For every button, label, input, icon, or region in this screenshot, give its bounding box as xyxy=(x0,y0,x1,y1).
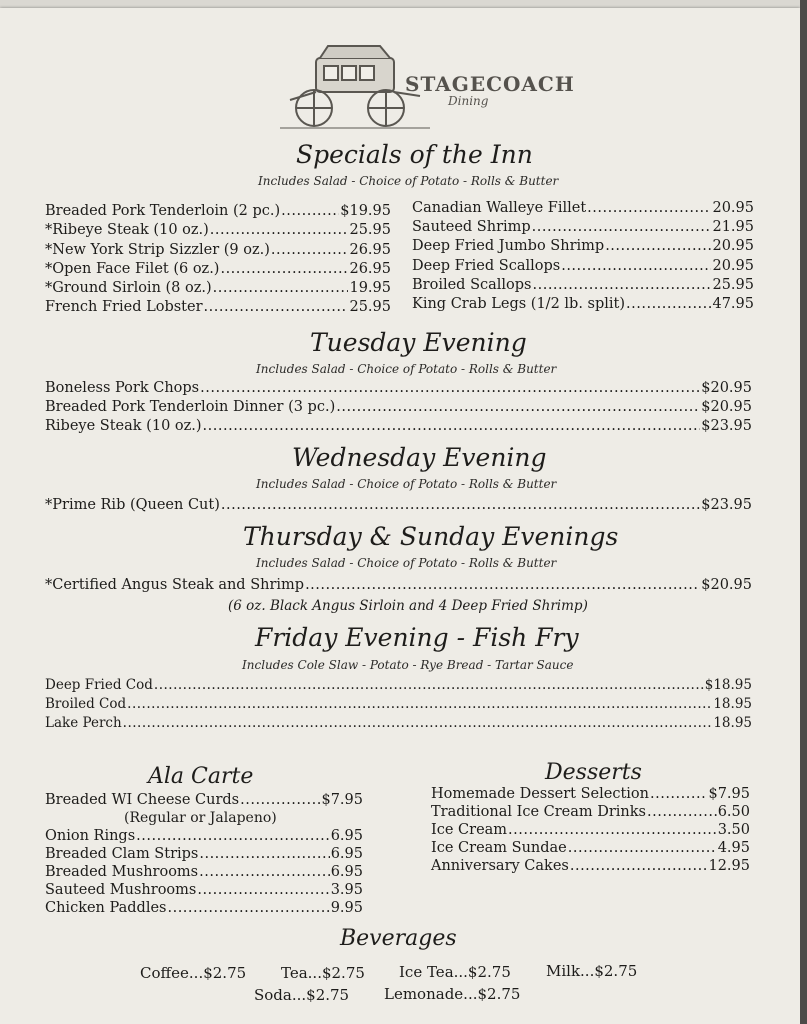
friday-row: Broiled Cod ..... 18.95 xyxy=(45,696,752,716)
specials-right-row: King Crab Legs (1/2 lb. split) ..... 47.95 xyxy=(412,296,754,316)
beverage-item: Coffee...$2.75 xyxy=(140,964,247,982)
beverage-item: Tea...$2.75 xyxy=(281,964,365,982)
beverage-item: Soda...$2.75 xyxy=(254,986,350,1004)
specials-right-row: Sauteed Shrimp ..... 21.95 xyxy=(412,219,754,239)
desserts-row: Anniversary Cakes ..... 12.95 xyxy=(431,858,750,878)
thursday-sunday-title: Thursday & Sunday Evenings xyxy=(243,522,619,551)
desserts-title: Desserts xyxy=(545,760,642,785)
tuesday-row: Breaded Pork Tenderloin Dinner (3 pc.) ..... $20.95 xyxy=(45,399,752,419)
tuesday-title: Tuesday Evening xyxy=(310,328,527,357)
beverages-title: Beverages xyxy=(340,926,457,951)
alacarte-row: Sauteed Mushrooms ..... 3.95 xyxy=(45,882,363,902)
specials-left-row: *Open Face Filet (6 oz.) ..... 26.95 xyxy=(45,261,391,281)
specials-title: Specials of the Inn xyxy=(296,140,533,169)
thursday-sunday-note: (6 oz. Black Angus Sirloin and 4 Deep Fried Shrimp) xyxy=(228,598,588,614)
desserts-row: Ice Cream Sundae ..... 4.95 xyxy=(431,840,750,860)
alacarte-row: Breaded WI Cheese Curds ..... $7.95 xyxy=(45,792,363,812)
friday-subtitle: Includes Cole Slaw - Potato - Rye Bread - Tartar Sauce xyxy=(242,658,574,672)
alacarte-row: Breaded Clam Strips ..... 6.95 xyxy=(45,846,363,866)
specials-right-row: Deep Fried Scallops ..... 20.95 xyxy=(412,258,754,278)
background-edge xyxy=(800,0,807,1024)
thursday-sunday-subtitle: Includes Salad - Choice of Potato - Rolls & Butter xyxy=(256,556,557,570)
desserts-row: Traditional Ice Cream Drinks ..... 6.50 xyxy=(431,804,750,824)
friday-title: Friday Evening - Fish Fry xyxy=(255,623,579,652)
tuesday-row: Boneless Pork Chops ..... $20.95 xyxy=(45,380,752,400)
friday-row: Deep Fried Cod ..... $18.95 xyxy=(45,677,752,697)
tuesday-row: Ribeye Steak (10 oz.) ..... $23.95 xyxy=(45,418,752,438)
alacarte-title: Ala Carte xyxy=(148,764,254,789)
specials-left-row: *New York Strip Sizzler (9 oz.) ..... 26.95 xyxy=(45,242,391,262)
desserts-row: Homemade Dessert Selection ..... $7.95 xyxy=(431,786,750,806)
specials-right-row: Canadian Walleye Fillet ..... 20.95 xyxy=(412,200,754,220)
friday-row: Lake Perch ..... 18.95 xyxy=(45,715,752,735)
logo-name: STAGECOACH xyxy=(405,72,575,96)
alacarte-row: Breaded Mushrooms ..... 6.95 xyxy=(45,864,363,884)
specials-subtitle: Includes Salad - Choice of Potato - Rolls & Butter xyxy=(258,174,559,188)
tuesday-subtitle: Includes Salad - Choice of Potato - Rolls & Butter xyxy=(256,362,557,376)
specials-left-row: Breaded Pork Tenderloin (2 pc.) ..... $19.95 xyxy=(45,203,391,223)
thursday-sunday-row: *Certified Angus Steak and Shrimp ..... $20.95 xyxy=(45,577,752,597)
wednesday-title: Wednesday Evening xyxy=(292,443,547,472)
beverage-item: Milk...$2.75 xyxy=(546,962,638,980)
specials-right-row: Broiled Scallops ..... 25.95 xyxy=(412,277,754,297)
alacarte-row: Onion Rings ..... 6.95 xyxy=(45,828,363,848)
specials-right-row: Deep Fried Jumbo Shrimp ..... 20.95 xyxy=(412,238,754,258)
wednesday-subtitle: Includes Salad - Choice of Potato - Rolls & Butter xyxy=(256,477,557,491)
logo-subtitle: Dining xyxy=(448,94,489,108)
wednesday-row: *Prime Rib (Queen Cut) ..... $23.95 xyxy=(45,497,752,517)
specials-left-row: French Fried Lobster ..... 25.95 xyxy=(45,299,391,319)
beverage-item: Lemonade...$2.75 xyxy=(384,985,521,1003)
desserts-row: Ice Cream ..... 3.50 xyxy=(431,822,750,842)
alacarte-row: Chicken Paddles ..... 9.95 xyxy=(45,900,363,920)
alacarte-note: (Regular or Jalapeno) xyxy=(124,810,277,826)
specials-left-row: *Ribeye Steak (10 oz.) ..... 25.95 xyxy=(45,222,391,242)
beverage-item: Ice Tea...$2.75 xyxy=(399,963,511,981)
specials-left-row: *Ground Sirloin (8 oz.) ..... 19.95 xyxy=(45,280,391,300)
